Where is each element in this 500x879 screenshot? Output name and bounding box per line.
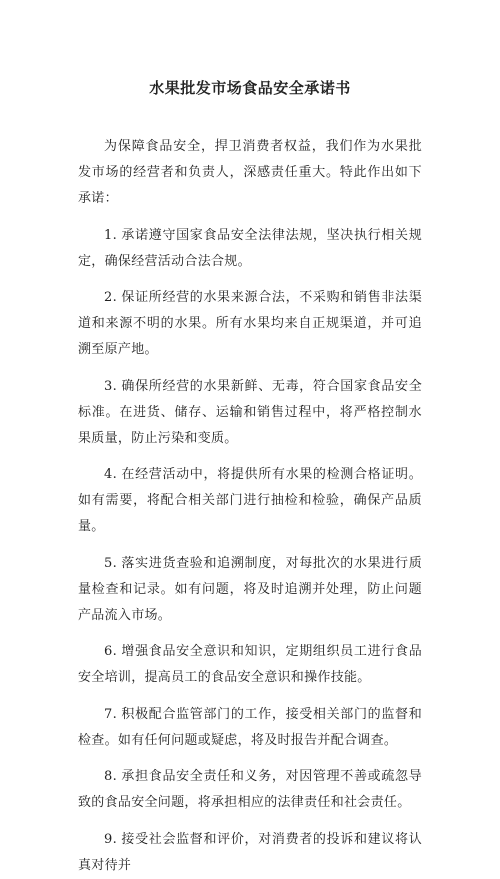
intro-paragraph: 为保障食品安全，捍卫消费者权益，我们作为水果批发市场的经营者和负责人，深感责任重大。特此作出如下承诺： xyxy=(78,139,422,206)
commitment-item-3 xyxy=(78,374,422,452)
item-number: 2. xyxy=(104,290,118,305)
commitment-item-5 xyxy=(78,551,422,629)
commitment-item-7 xyxy=(78,702,422,754)
item-text: 落实进货查验和追溯制度，对每批次的水果进行质量检查和记录。如有问题，将及时追溯并处理，防止问题产品流入市场。 xyxy=(78,555,422,623)
item-text: 确保所经营的水果新鲜、无毒，符合国家食品安全标准。在进货、储存、运输和销售过程中，将严格控制水果质量，防止污染和变质。 xyxy=(78,378,422,446)
item-text: 承担食品安全责任和义务，对因管理不善或疏忽导致的食品安全问题，将承担相应的法律责任和社会责任。 xyxy=(78,769,422,810)
document-title: 水果批发市场食品安全承诺书 xyxy=(149,79,351,97)
item-number: 8. xyxy=(104,769,118,784)
commitment-item-1 xyxy=(78,223,422,275)
item-number: 6. xyxy=(104,644,118,659)
item-text: 保证所经营的水果来源合法，不采购和销售非法渠道和来源不明的水果。所有水果均来自正规渠道，并可追溯至原产地。 xyxy=(78,290,422,357)
commitment-item-6 xyxy=(78,639,422,691)
item-text: 承诺遵守国家食品安全法律法规，坚决执行相关规定，确保经营活动合法合规。 xyxy=(78,227,422,269)
item-number: 3. xyxy=(104,378,118,394)
item-number: 7. xyxy=(104,706,118,722)
item-text: 积极配合监管部门的工作，接受相关部门的监督和检查。如有任何问题或疑虑，将及时报告并配合调查。 xyxy=(78,706,422,748)
item-number: 4. xyxy=(104,467,118,482)
item-number: 5. xyxy=(104,555,118,571)
commitment-item-2 xyxy=(78,285,422,363)
commitment-item-8 xyxy=(78,764,422,816)
item-text: 在经营活动中，将提供所有水果的检测合格证明。如有需要，将配合相关部门进行抽检和检验，确保产品质量。 xyxy=(78,467,422,534)
item-text: 接受社会监督和评价，对消费者的投诉和建议将认真对待并 xyxy=(78,831,422,873)
commitment-item-4 xyxy=(78,462,422,540)
item-number: 9. xyxy=(104,831,118,847)
item-number: 1. xyxy=(104,227,118,243)
item-text: 增强食品安全意识和知识，定期组织员工进行食品安全培训，提高员工的食品安全意识和操作技能。 xyxy=(78,644,422,685)
commitment-item-9 xyxy=(78,827,422,879)
